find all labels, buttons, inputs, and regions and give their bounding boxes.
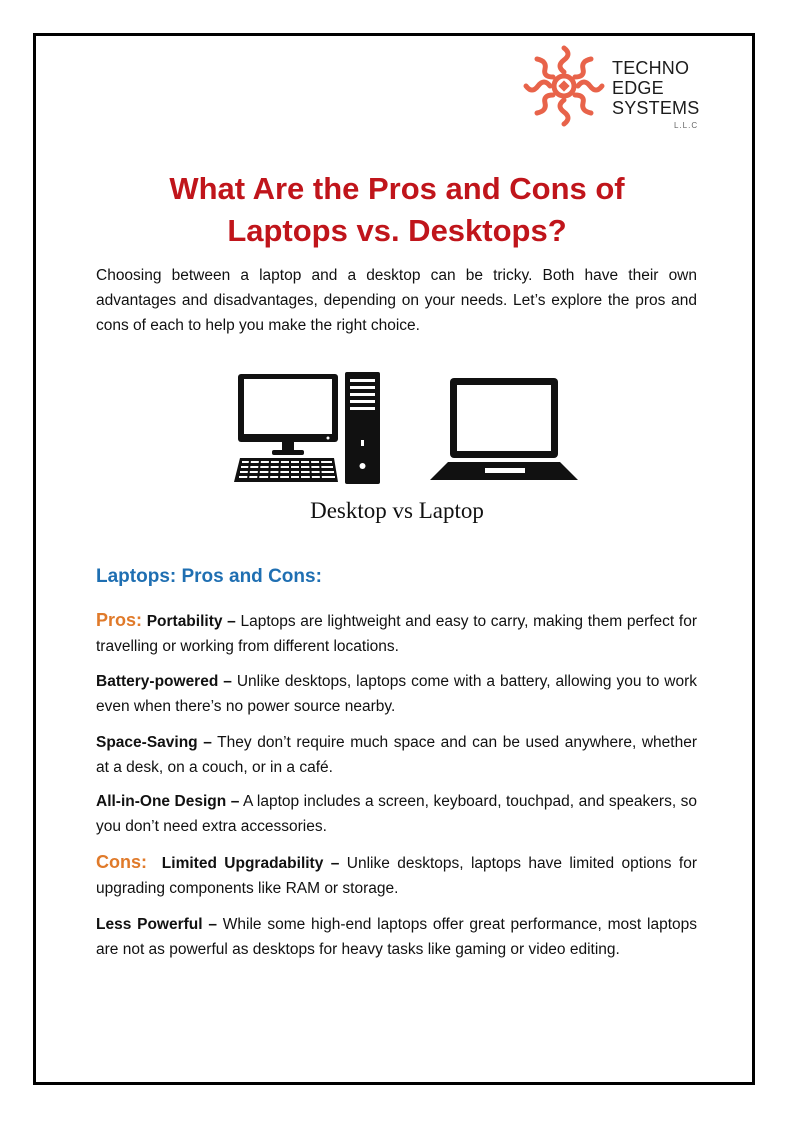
title-line-2: Laptops vs. Desktops?: [227, 213, 567, 248]
logo-line-2: EDGE: [612, 78, 664, 98]
cons-item-upgradability: [96, 850, 697, 901]
pros-text: Laptops are lightweight and easy to carry, making them perfect for travelling or working from different locations.: [96, 613, 697, 655]
illustration: [232, 370, 582, 488]
page-title: [96, 168, 698, 252]
illustration-caption: Desktop vs Laptop: [310, 498, 484, 523]
pros-text: A laptop includes a screen, keyboard, touchpad, and speakers, so you don’t need extra accessories.: [96, 793, 697, 835]
pros-text: Unlike desktops, laptops come with a battery, allowing you to work even when there’s no power source nearby.: [96, 673, 697, 715]
logo-line-1: TECHNO: [612, 58, 690, 78]
section-heading: Laptops: Pros and Cons:: [96, 566, 322, 587]
pros-term: Space-Saving –: [96, 734, 212, 751]
pros-label: Pros:: [96, 610, 143, 630]
pros-item-portability: [96, 608, 697, 659]
cons-text: While some high-end laptops offer great performance, most laptops are not as powerful as desktops for heavy tasks like gaming or video editing.: [96, 916, 697, 958]
title-line-1: What Are the Pros and Cons of: [169, 171, 625, 206]
company-logo: [522, 44, 702, 134]
pros-term: Portability –: [146, 613, 236, 630]
intro-paragraph: Choosing between a laptop and a desktop can be tricky. Both have their own advantages and disadvantages, depending on your needs. Let’s explore the pros and cons of each to help you make the right choice.: [96, 267, 697, 334]
cons-item-less-powerful: [96, 912, 697, 962]
cons-label: Cons:: [96, 852, 147, 872]
laptop-icon: [430, 376, 580, 482]
snowflake-emblem-icon: [522, 44, 606, 128]
pros-text: They don’t require much space and can be used anywhere, whether at a desk, on a couch, or in a café.: [96, 734, 697, 776]
logo-line-3: SYSTEMS: [612, 98, 700, 118]
pros-term: Battery-powered –: [96, 673, 232, 690]
logo-suffix: L.L.C: [674, 121, 699, 130]
pros-item-all-in-one: [96, 789, 697, 839]
pros-item-battery: [96, 669, 697, 719]
cons-term: Less Powerful –: [96, 916, 217, 933]
pros-item-space: [96, 730, 697, 780]
cons-text: Unlike desktops, laptops have limited options for upgrading components like RAM or storage.: [96, 855, 697, 897]
logo-wordmark: [612, 58, 699, 118]
pros-term: All-in-One Design –: [96, 793, 240, 810]
cons-term: Limited Upgradability –: [161, 855, 340, 872]
desktop-computer-icon: [232, 370, 382, 488]
